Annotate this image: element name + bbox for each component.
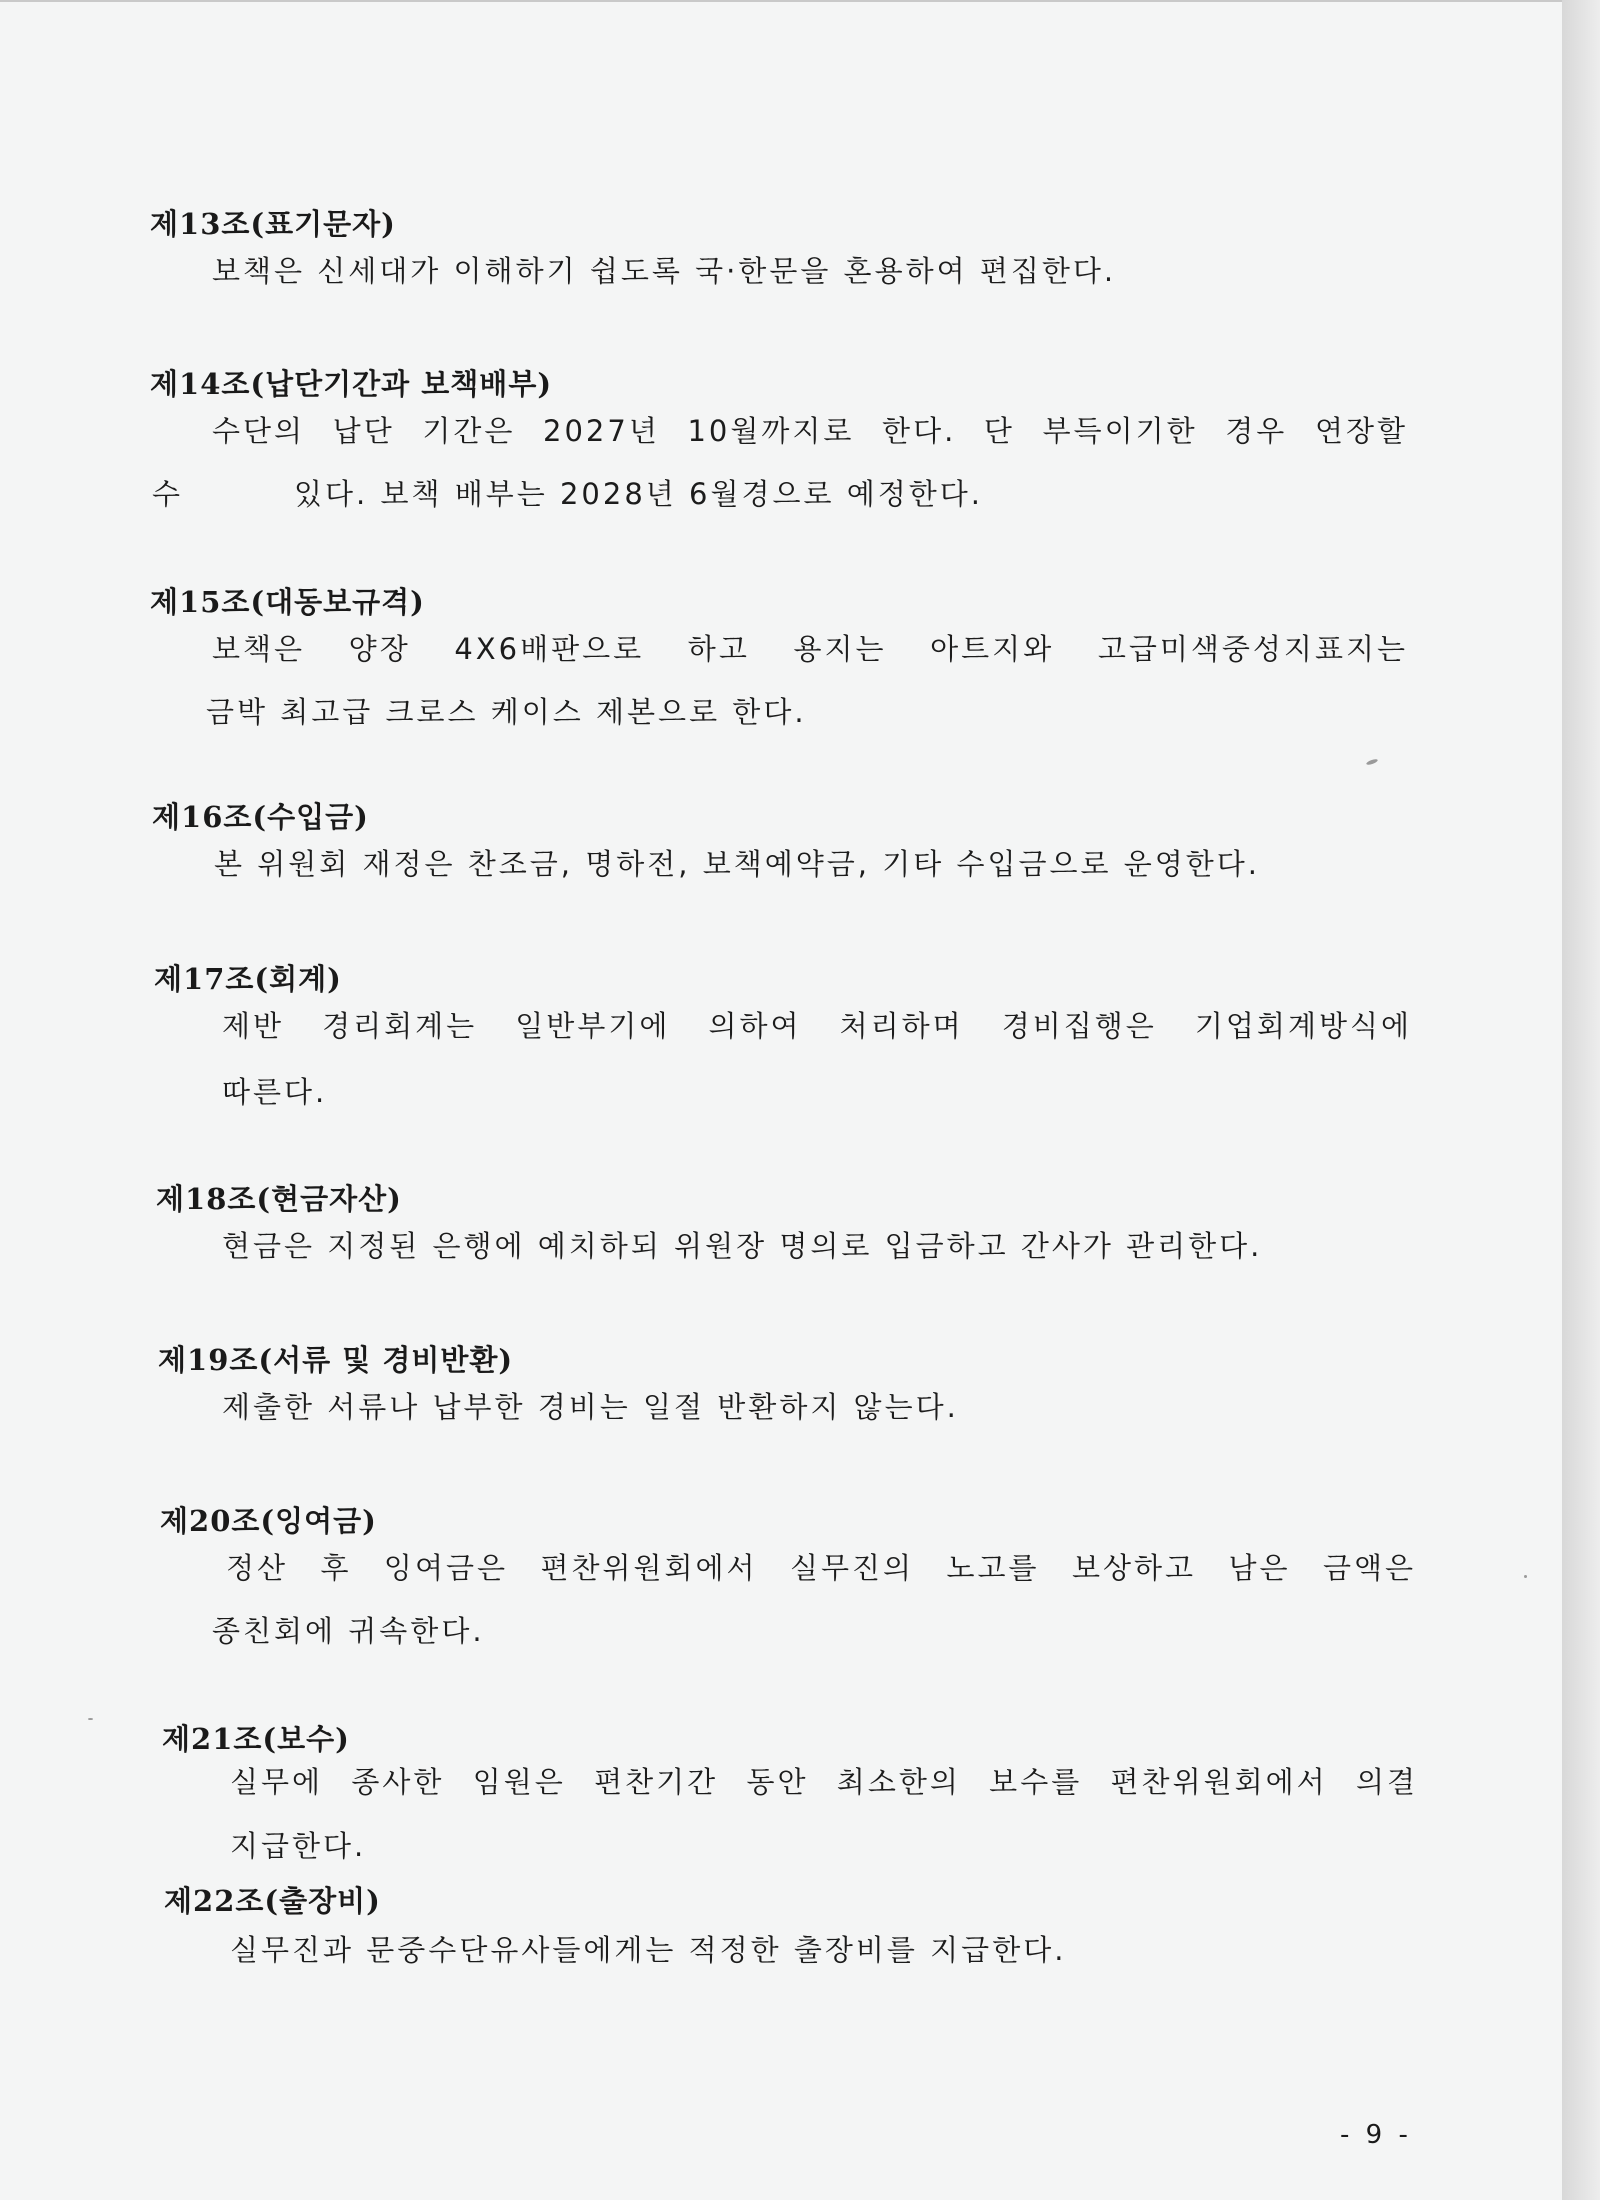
- scan-speck: [88, 1718, 93, 1720]
- article-text: 실무에 종사한 임원은 편찬기간 동안 최소한의 보수를 편찬위원회에서 의결: [230, 1765, 1418, 1799]
- article-heading: 제14조(납단기간과 보책배부): [150, 367, 553, 401]
- article-text: 본 위원회 재정은 찬조금, 명하전, 보책예약금, 기타 수입금으로 운영한다.: [214, 847, 1261, 881]
- article-text: 따른다.: [222, 1075, 328, 1109]
- article-heading: 제19조(서류 및 경비반환): [158, 1343, 514, 1377]
- article-text: 제반 경리회계는 일반부기에 의하여 처리하며 경비집행은 기업회계방식에: [222, 1009, 1412, 1043]
- article-heading: 제13조(표기문자): [150, 207, 396, 241]
- article-text: 현금은 지정된 은행에 예치하되 위원장 명의로 입금하고 간사가 관리한다.: [222, 1229, 1263, 1263]
- article-heading: 제16조(수입금): [152, 800, 369, 834]
- scan-edge: [1562, 0, 1600, 2200]
- scan-speck: [1366, 758, 1379, 766]
- article-heading: 제15조(대동보규격): [150, 585, 425, 619]
- article-heading: 제17조(회계): [154, 962, 342, 996]
- page-number: - 9 -: [1340, 2120, 1412, 2150]
- article-text: 금박 최고급 크로스 케이스 제본으로 한다.: [206, 695, 807, 729]
- article-text: 제출한 서류나 납부한 경비는 일절 반환하지 않는다.: [222, 1390, 959, 1424]
- article-text: 지급한다.: [230, 1829, 367, 1863]
- article-text: 실무진과 문중수단유사들에게는 적정한 출장비를 지급한다.: [230, 1933, 1067, 1967]
- article-heading: 제21조(보수): [162, 1722, 350, 1756]
- article-text: 수: [152, 477, 184, 511]
- article-text: 정산 후 잉여금은 편찬위원회에서 실무진의 노고를 보상하고 남은 금액은: [226, 1551, 1416, 1585]
- scan-speck: [1524, 1575, 1527, 1578]
- article-heading: 제18조(현금자산): [156, 1182, 402, 1216]
- article-text: 보책은 양장 4X6배판으로 하고 용지는 아트지와 고급미색중성지표지는: [212, 632, 1408, 666]
- article-text: 수단의 납단 기간은 2027년 10월까지로 한다. 단 부득이기한 경우 연장할: [212, 414, 1408, 448]
- article-text: 보책은 신세대가 이해하기 쉽도록 국·한문을 혼용하여 편집한다.: [212, 254, 1117, 288]
- article-text: 있다. 보책 배부는 2028년 6월경으로 예정한다.: [294, 477, 984, 511]
- article-text: 종친회에 귀속한다.: [212, 1614, 485, 1648]
- article-heading: 제22조(출장비): [164, 1884, 381, 1918]
- article-heading: 제20조(잉여금): [160, 1504, 377, 1538]
